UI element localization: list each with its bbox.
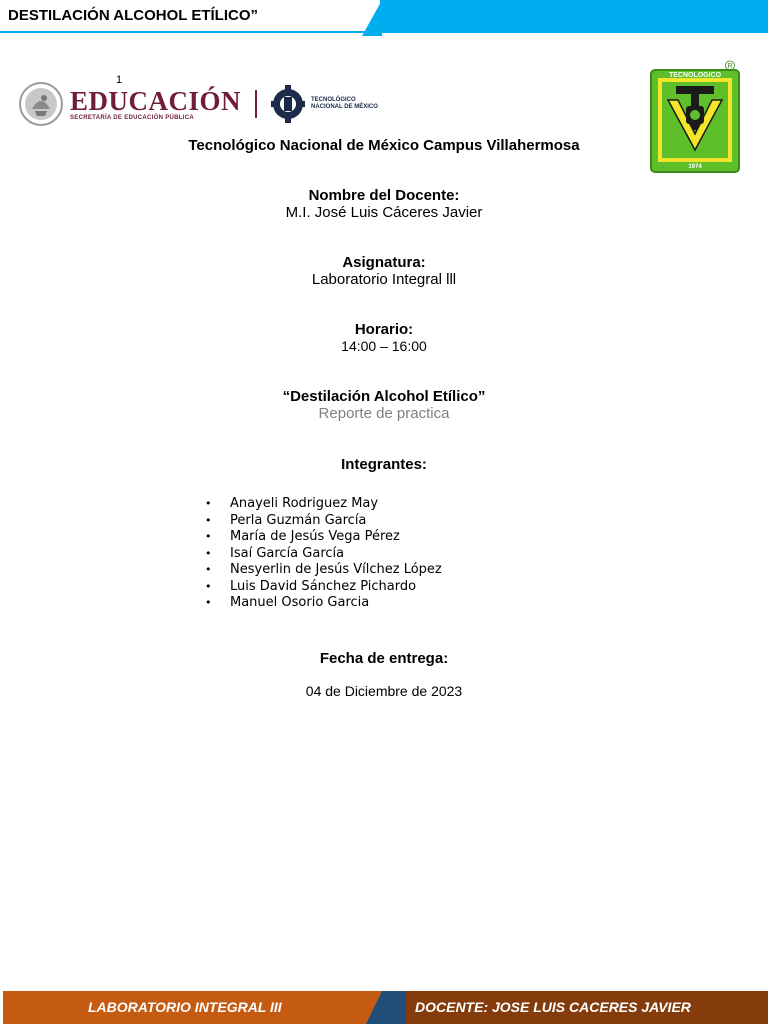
member-name: María de Jesús Vega Pérez [230,529,400,544]
list-item [205,562,442,579]
integrantes-label: Integrantes: [341,456,427,473]
mexico-eagle-seal-icon [18,81,64,127]
list-item [205,529,442,546]
members-list [205,496,442,612]
footer-course: LABORATORIO INTEGRAL III [88,999,282,1015]
member-name: Anayeli Rodriguez May [230,496,379,511]
header-underline [0,31,768,33]
member-name: Perla Guzmán García [230,512,367,528]
footer-mid-wedge [366,991,382,1024]
svg-text:R: R [727,63,733,70]
institution-name: Tecnológico Nacional de México Campus Villahermosa [188,137,580,154]
sep-wordmark [70,87,241,121]
asignatura-label: Asignatura: [342,254,426,271]
list-item [205,513,442,530]
horario-value: 14:00 – 16:00 [341,338,427,354]
bullet-icon: • [205,546,212,560]
itvh-crest-logo [650,58,740,174]
header-title: DESTILACIÓN ALCOHOL ETÍLICO” [8,7,258,24]
docente-label: Nombre del Docente: [308,187,460,204]
member-name: Nesyerlin de Jesús Vílchez López [230,562,442,577]
bullet-icon: • [205,563,212,576]
logo-separator [255,90,257,118]
asignatura-value: Laboratorio Integral lll [311,271,457,288]
sep-subtitle: SECRETARÍA DE EDUCACIÓN PÚBLICA [70,115,194,121]
docente-value: M.I. José Luis Cáceres Javier [285,204,483,221]
list-item [205,595,442,612]
page-header [0,0,768,36]
practice-subtitle: Reporte de practica [318,405,450,422]
header-blue-block [380,0,768,32]
bullet-icon: • [205,530,212,543]
member-name: Luis David Sánchez Pichardo [230,578,417,594]
tecnm-wordmark [311,97,378,111]
logos-row [18,76,378,132]
sep-word: EDUCACIÓN [70,86,242,116]
page-footer [0,991,768,1024]
footer-mid-block [382,991,406,1024]
fecha-value: 04 de Diciembre de 2023 [305,683,463,699]
member-name: Isaí García García [230,545,345,561]
svg-text:1974: 1974 [688,164,702,170]
horario-label: Horario: [354,321,414,338]
bullet-icon: • [205,513,212,527]
member-name: Manuel Osorio Garcia [230,595,370,610]
bullet-icon: • [205,497,212,510]
bullet-icon: • [205,596,212,609]
fecha-label: Fecha de entrega: [319,650,449,667]
footnote-marker: 1 [116,74,123,86]
list-item [205,579,442,596]
list-item [205,546,442,563]
practice-title: “Destilación Alcohol Etílico” [282,388,486,405]
list-item [205,496,442,513]
tecnm-gear-icon [271,83,305,125]
tecnm-line1: TECNOLÓGICO [311,97,356,103]
bullet-icon: • [205,579,212,593]
tecnm-line2: NACIONAL DE MÉXICO [311,104,378,110]
footer-teacher: DOCENTE: JOSE LUIS CACERES JAVIER [415,999,691,1015]
svg-text:TECNOLOGICO: TECNOLOGICO [668,72,722,79]
